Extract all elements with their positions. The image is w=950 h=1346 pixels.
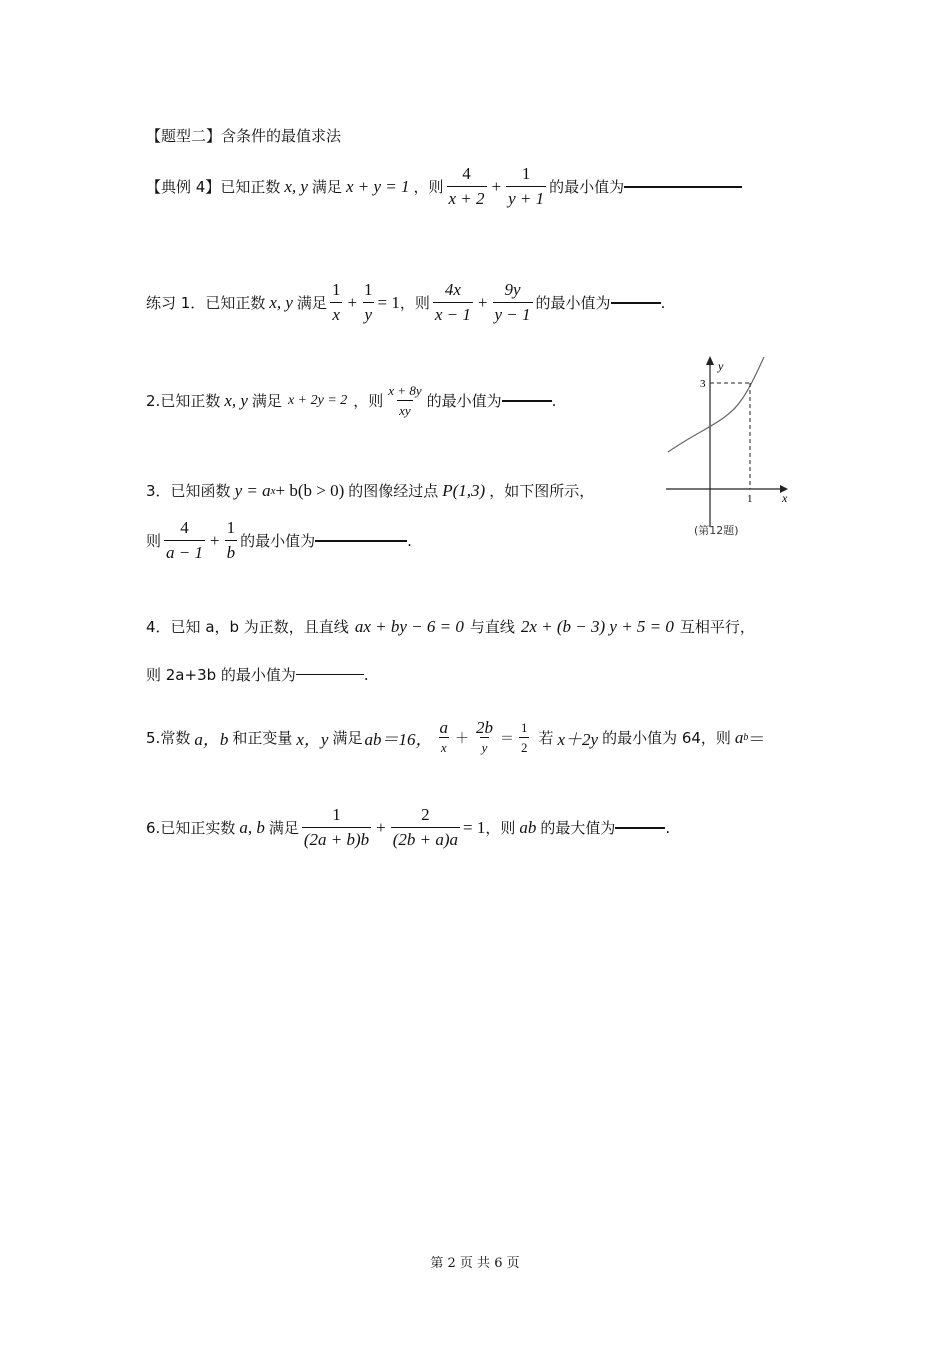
expression: ab (519, 817, 537, 837)
exercise-text: 的最小值为 (240, 532, 316, 550)
fraction: $\frac{1}{y + 1}$ (508, 164, 545, 208)
period: . (665, 818, 671, 837)
answer-blank[interactable] (502, 400, 552, 402)
function-expr: y = a (234, 480, 271, 500)
exercise-label: 5. (146, 728, 161, 747)
exercise-3-line1 (146, 480, 594, 501)
exercise-text: 的最小值为 64，则 (602, 729, 731, 747)
example-label: 【典例 4】 (146, 178, 221, 196)
example-text: 已知正数 (220, 178, 281, 196)
exercise-text: 则 2a+3b 的最小值为 (146, 666, 296, 684)
fraction: $\frac{9y}{y - 1}$ (494, 280, 531, 324)
answer-blank[interactable] (296, 674, 364, 675)
answer-blank[interactable] (611, 302, 661, 304)
exercise-2 (146, 383, 556, 418)
exponent: x (270, 484, 276, 497)
function-graph-figure (664, 352, 794, 542)
fraction: $\frac{1}{x}$ (331, 280, 341, 324)
fraction: $\frac{2b}{y}$ (475, 718, 493, 755)
period: . (407, 531, 412, 550)
page-footer: 第 2 页 共 6 页 (430, 1256, 520, 1271)
fraction: $\frac{4}{x + 2}$ (448, 164, 485, 208)
exercise-5: 5. 常数 a，b 和正变量 x，y 满足 ab＝16， $\frac{a}{x}$ ＋ $\frac{2b}{y}$ ＝ $\frac{1}{2}$ 若 x＋2y 的最小值为 64，则 a b ＝ (146, 718, 766, 755)
exercise-label: 3． (146, 482, 171, 500)
result-equals: ＝ (748, 730, 766, 749)
exercise-text: ，则 (399, 294, 430, 312)
x-axis-label: x (782, 491, 788, 505)
exercise-vars: a, b (239, 817, 265, 837)
exercise-text: 满足 (332, 729, 363, 747)
exercise-text: 的最大值为 (540, 819, 616, 837)
fraction: $\frac{4}{a - 1}$ (166, 518, 203, 562)
line-equation: 2x + (b − 3) y + 5 = 0 (520, 616, 674, 636)
example-4: 【典例 4】 已知正数 x, y 满足 x + y = 1 ，则 $\frac{4}{x + 2}$ + $\frac{1}{y + 1}$ 的最小值为 (146, 164, 742, 209)
fraction: $\frac{1}{(2a + b)b}$ (303, 805, 370, 849)
exercise-text: 若 (538, 729, 554, 747)
fraction: $\frac{1}{b}$ (226, 518, 236, 562)
variables: x，y (296, 730, 329, 749)
equation: = 1 (463, 817, 486, 837)
point: P(1,3) (442, 480, 486, 500)
function-expr: + b(b > 0) (275, 480, 345, 500)
exercise-text: 已知正数 (205, 294, 266, 312)
exercise-4-line1 (146, 616, 755, 637)
exercise-vars: x, y (269, 292, 293, 312)
exercise-text: 的最小值为 (535, 294, 611, 312)
answer-blank[interactable] (624, 186, 742, 188)
line-equation: ax + by − 6 = 0 (354, 616, 464, 636)
condition: ab＝16， (364, 730, 433, 749)
answer-blank[interactable] (615, 827, 665, 829)
exercise-text: 已知 a，b 为正数，且直线 (170, 618, 349, 636)
exercise-condition: x + 2y = 2 (287, 392, 348, 408)
exercise-6: 6. 已知正实数 a, b 满足 $\frac{1}{(2a + b)b}$ + $\frac{2}{(2b + a)a}$ = 1 ，则 ab 的最大值为 . (146, 805, 671, 849)
y-tick-label: 3 (700, 378, 706, 390)
exercise-text: 互相平行， (679, 618, 755, 636)
exercise-text: 则 (146, 532, 162, 550)
section-title: 【题型二】含条件的最值求法 (146, 127, 342, 145)
example-vars: x, y (284, 176, 308, 196)
exercise-text: 已知正数 (160, 392, 221, 410)
exercise-text: 已知正实数 (160, 819, 236, 837)
fraction: $\frac{x + 8y}{xy}$ (388, 383, 422, 418)
period: . (363, 665, 369, 684)
exercise-text: 满足 (251, 392, 282, 410)
exercise-text: ，如下图所示， (489, 482, 595, 500)
fraction: $\frac{1}{2}$ (520, 720, 528, 755)
expression: x＋2y (557, 730, 599, 749)
exercise-3-line2: 则 $\frac{4}{a - 1}$ + $\frac{1}{b}$ 的最小值为 . (146, 518, 412, 562)
result-base: a (734, 727, 744, 747)
exercise-label: 4． (146, 618, 171, 636)
exercise-text: 已知函数 (170, 482, 231, 500)
result-exponent: b (743, 732, 749, 743)
period: . (660, 293, 666, 312)
fraction: $\frac{4x}{x - 1}$ (434, 280, 471, 324)
exercise-label: 练习 1． (146, 294, 206, 312)
fraction: $\frac{a}{x}$ (439, 718, 448, 755)
equation: = 1 (377, 292, 400, 312)
example-text: 的最小值为 (549, 178, 625, 196)
exercise-text: 常数 (160, 729, 191, 747)
exercise-text: 满足 (296, 294, 327, 312)
period: . (551, 391, 557, 410)
fraction: $\frac{1}{y}$ (364, 280, 373, 324)
x-tick-label: 1 (747, 493, 753, 505)
exercise-text: 的图像经过点 (348, 482, 439, 500)
figure-caption: (第12题) (694, 524, 739, 537)
exercise-text: ，则 (353, 392, 384, 410)
exercise-text: ，则 (485, 819, 516, 837)
example-text: ，则 (413, 178, 444, 196)
example-text: 满足 (311, 178, 342, 196)
fraction: $\frac{2}{(2b + a)a}$ (392, 805, 459, 849)
exercise-1: 练习 1． 已知正数 x, y 满足 $\frac{1}{x}$ + $\frac{1}{y}$ = 1 ，则 $\frac{4x}{x - 1}$ + $\frac{9y}{y - 1}$ 的最小值为 . (146, 280, 666, 324)
exercise-text: 的最小值为 (426, 392, 502, 410)
exercise-label: 2. (146, 391, 161, 410)
exercise-text: 满足 (268, 819, 299, 837)
y-axis-label: y (718, 359, 724, 373)
exercise-vars: x, y (224, 390, 248, 410)
example-condition: x + y = 1 (345, 176, 410, 196)
y-axis-arrow (706, 356, 714, 365)
exercise-label: 6. (146, 818, 161, 837)
exercise-text: 和正变量 (232, 729, 293, 747)
exercise-4-line2 (146, 664, 369, 685)
exercise-text: 与直线 (469, 618, 515, 636)
answer-blank[interactable] (315, 540, 407, 542)
constants: a，b (194, 730, 229, 749)
